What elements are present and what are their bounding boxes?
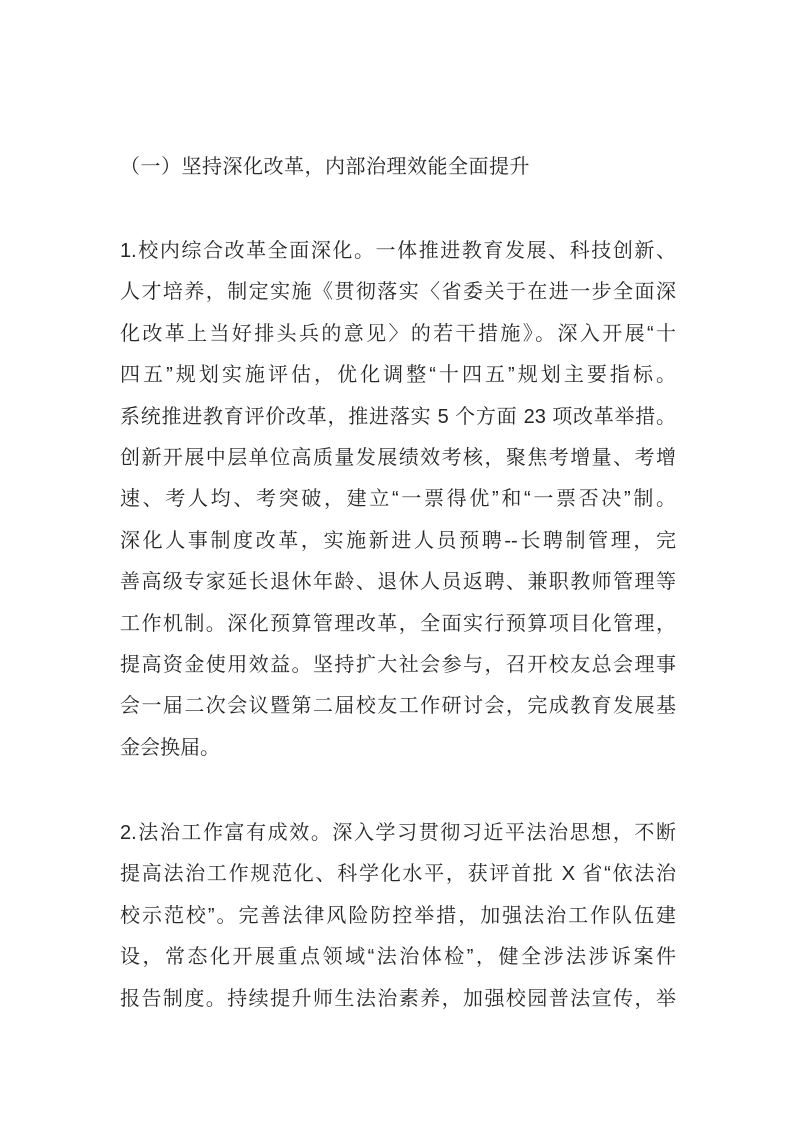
text-line: 工作机制。深化预算管理改革，全面实行预算项目化管理， bbox=[120, 612, 676, 635]
text-line: 校示范校”。完善法律风险防控举措，加强法治工作队伍建 bbox=[120, 904, 676, 927]
text-line: 会一届二次会议暨第二届校友工作研讨会，完成教育发展基 bbox=[120, 695, 676, 718]
text-line: 金会换届。 bbox=[120, 736, 220, 759]
text-line: 创新开展中层单位高质量发展绩效考核，聚焦考增量、考增 bbox=[120, 446, 676, 469]
text-line: 化改革上当好排头兵的意见〉的若干措施》。深入开展“十 bbox=[120, 322, 676, 345]
paragraph-2 bbox=[120, 813, 676, 1020]
text-line: 善高级专家延长退休年龄、退休人员返聘、兼职教师管理等 bbox=[120, 571, 676, 594]
text-line: 报告制度。持续提升师生法治素养，加强校园普法宣传，举 bbox=[120, 987, 676, 1010]
text-line: 系统推进教育评价改革，推进落实 5 个方面 23 项改革举措。 bbox=[120, 405, 676, 428]
text-line: 1.校内综合改革全面深化。一体推进教育发展、科技创新、 bbox=[120, 240, 676, 262]
text-line: 人才培养，制定实施《贯彻落实〈省委关于在进一步全面深 bbox=[120, 281, 676, 304]
text-line: 提高资金使用效益。坚持扩大社会参与，召开校友总会理事 bbox=[120, 653, 676, 676]
text-line: 提高法治工作规范化、科学化水平，获评首批 X 省“依法治 bbox=[120, 863, 676, 886]
text-line: 速、考人均、考突破，建立“一票得优”和“一票否决”制。 bbox=[120, 488, 676, 511]
text-line: 2.法治工作富有成效。深入学习贯彻习近平法治思想，不断 bbox=[120, 822, 676, 844]
paragraph-1 bbox=[120, 231, 676, 769]
section-heading: （一）坚持深化改革，内部治理效能全面提升 bbox=[120, 156, 530, 178]
text-line: 深化人事制度改革，实施新进人员预聘--长聘制管理，完 bbox=[120, 529, 676, 552]
text-line: 四五”规划实施评估，优化调整“十四五”规划主要指标。 bbox=[120, 364, 676, 387]
text-line: 设，常态化开展重点领域“法治体检”，健全涉法涉诉案件 bbox=[120, 946, 676, 969]
